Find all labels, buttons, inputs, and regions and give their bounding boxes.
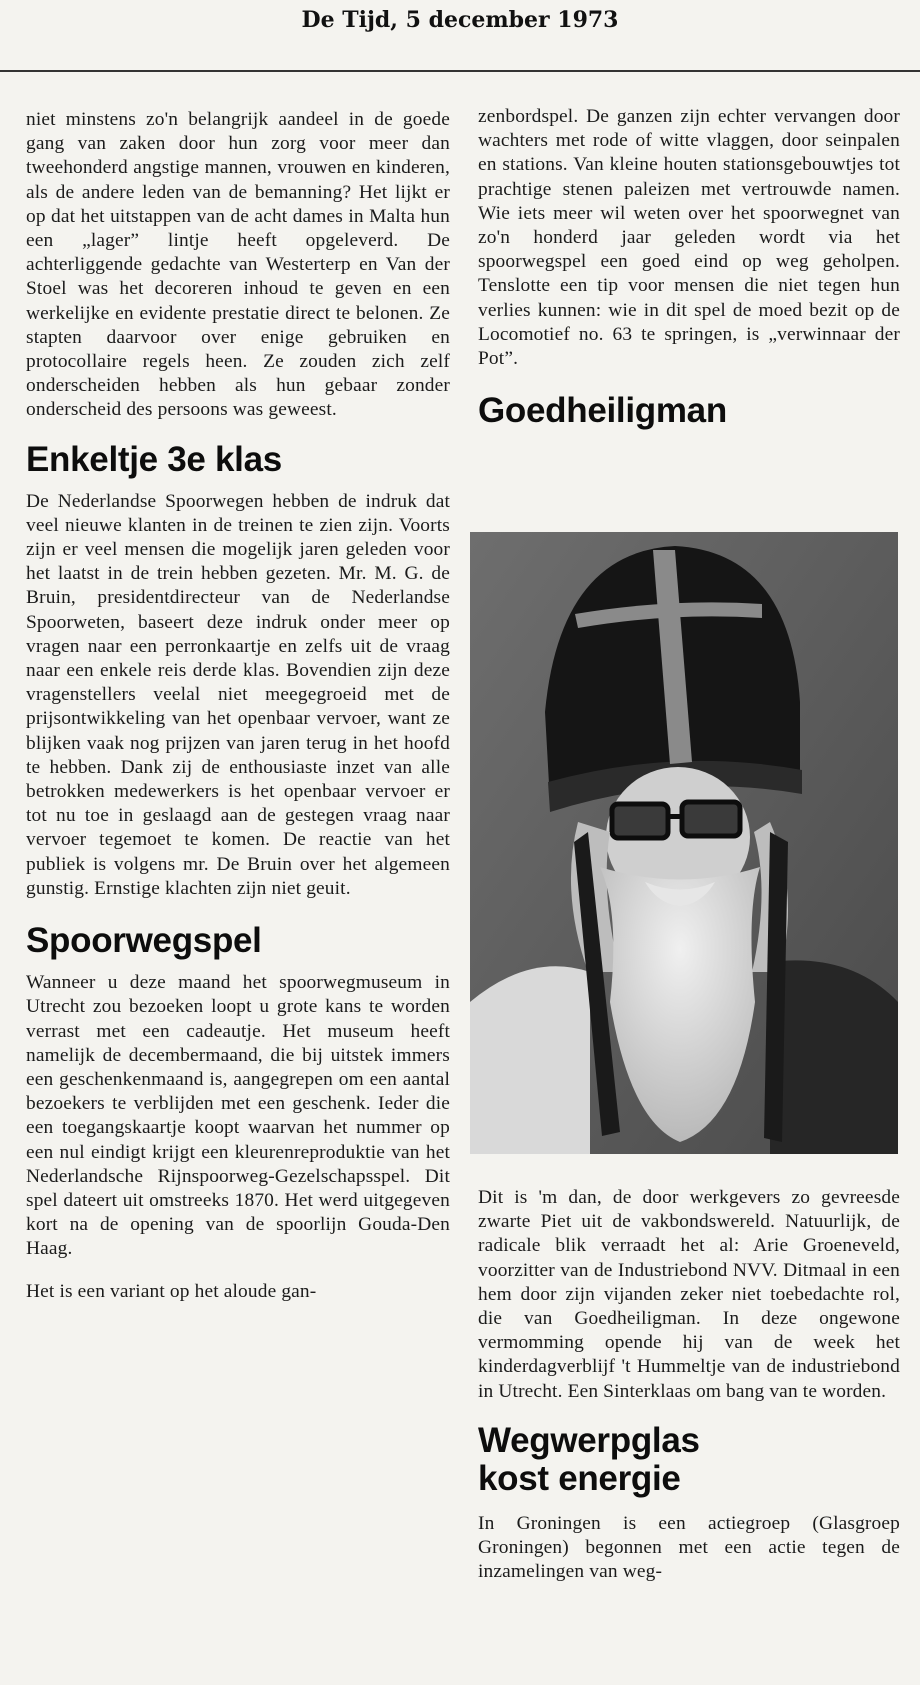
article-enkeltje-text: De Nederlandse Spoorwegen hebben de indruk dat veel nieuwe klanten in de treinen te zien zijn. Voorts zijn er veel mensen die mogelijk jaren geleden voor het laatst in de trein hebben gezeten. Mr. M. G. de Bruin, presidentdirecteur van de Nederlandse Spoorweten, baseert deze indruk onder meer op vragen naar een perronkaartje en zelfs uit de vraag naar een enkele reis derde klas. Bovendien zijn deze vragenstellers veelal niet meegegroeid met de prijsontwikkeling van het openbaar vervoer, want ze blijken vaak nog prijzen van jaren terug in het hoofd te hebben. Dank zij de enthousiaste inzet van alle betrokken medewerkers is het openbaar vervoer er tot nu toe in geslaagd aan de gestegen vraag naar vervoer tegemoet te komen. De reactie van het publiek is volgens mr. De Bruin over het algemeen gunstig. Ernstige klachten zijn niet geuit. (26, 490, 450, 899)
article-continuation-text: niet minstens zo'n belangrijk aandeel in de goede gang van zaken door hun zorg voor meer dan tweehonderd angstige mannen, vrouwen en kinderen, als de andere leden van de bemanning? Het lijkt er op dat het uitstappen van de acht dames in Malta hun een „lager” lintje heeft opgeleverd. De achterliggende gedachte van Westerterp en Van der Stoel was het decoreren inhoud te geven en een werkelijke en evidente prestatie direct te belonen. Ze stapten daarvoor over enige gebruiken en protocollaire regels heen. Ze zouden zich zelf onderscheiden hebben als hun gebaar zonder onderscheid des persoons was geweest. (26, 109, 450, 421)
header-rule (0, 70, 920, 72)
article-spoorwegspel-text-end: Het is een variant op het aloude gan- (26, 1280, 317, 1302)
headline-enkeltje: Enkeltje 3e klas (26, 439, 282, 479)
right-column-bottom (478, 1186, 900, 1584)
sinterklaas-portrait-icon (470, 532, 898, 1154)
article-spoorwegspel-text: Wanneer u deze maand het spoorwegmuseum in Utrecht zou bezoeken loopt u grote kans te worden verrast met een cadeautje. Het museum heeft namelijk de decembermaand, die bij uitstek immers een geschenkenmaand is, aangegrepen om een aantal bezoekers te verblijden met een geschenk. Ieder die een toegangskaartje koopt waarvan het nummer op een nul eindigt krijgt een kleurenreproduktie van het Nederlandsche Rijnspoorweg-Gezelschapsspel. Dit spel dateert uit omstreeks 1870. Het werd uitgegeven kort na de opening van de spoorlijn Gouda-Den Haag. (26, 972, 450, 1260)
masthead: De Tijd, 5 december 1973 (301, 7, 619, 33)
headline-wegwerpglas: Wegwerpglas kost energie (478, 1420, 700, 1498)
headline-spoorwegspel: Spoorwegspel (26, 921, 262, 961)
article-wegwerpglas-text: In Groningen is een actiegroep (Glasgroep Groningen) begonnen met een actie tegen de inzamelingen van weg- (478, 1512, 900, 1583)
left-column (26, 108, 450, 1304)
headline-goedheiligman: Goedheiligman (478, 391, 727, 431)
right-column-top (478, 105, 900, 431)
article-spoorwegspel-continued: zenbordspel. De ganzen zijn echter vervangen door wachters met rode of witte vlaggen, door seinpalen en stations. Van kleine houten stationsgebouwtjes tot prachtige stenen paleizen met vertrouwde namen. Wie iets meer wil weten over het spoorwegnet van zo'n honderd jaar geleden wordt via het spoorwegspel een goed eind op weg geholpen. Tenslotte een tip voor mensen die niet tegen hun verlies kunnen: wie in dit spel de moed bezit op de Locomotief no. 63 te springen, is „verwinnaar der Pot”. (478, 106, 900, 370)
photo-caption: Dit is 'm dan, de door werkgevers zo gevreesde zwarte Piet uit de vakbondswereld. Natuurlijk, de radicale blik verraadt het al: Arie Groeneveld, voorzitter van de Industriebond NVV. Ditmaal in een hem door zijn vijanden zeker niet toebedachte rol, die van Goedheiligman. In deze ongewone vermomming opende hij van de week het kinderdagverblijf 't Hummeltje van de industriebond in Utrecht. Een Sinterklaas om bang van te worden. (478, 1187, 900, 1402)
sinterklaas-photo (470, 532, 898, 1154)
